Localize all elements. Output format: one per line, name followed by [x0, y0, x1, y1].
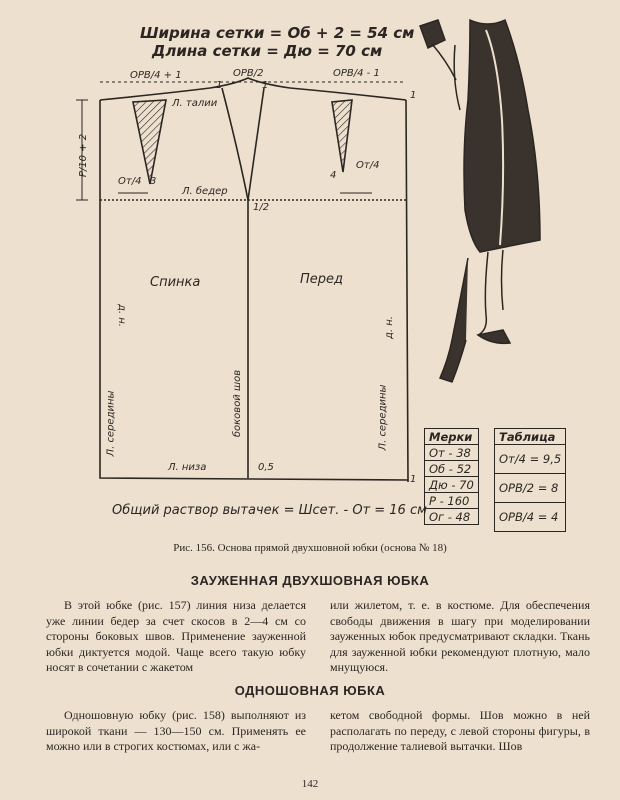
label-front: Перед	[300, 272, 344, 287]
section1-left-text: В этой юбке (рис. 157) линия низа делается уже линии бедер за счет скосов в 2—4 см со стороны боковых швов. Применение зауженной юбки диктуется модой. Чаще всего такую юбку носят в сочетании с жакетом	[46, 598, 306, 674]
section1-right-column	[330, 598, 590, 676]
section1-title: ЗАУЖЕННАЯ ДВУХШОВНАЯ ЮБКА	[190, 573, 430, 588]
label-half: 1/2	[253, 202, 270, 213]
value-row: ОРВ/4 = 4	[495, 503, 566, 532]
measure-row: Об - 52	[425, 461, 479, 477]
page-number: 142	[301, 778, 319, 790]
label-center-right: Л. середины	[377, 384, 389, 451]
section2-left-column	[46, 708, 306, 755]
value-row: От/4 = 9,5	[495, 445, 566, 474]
label-num-3: 3	[150, 176, 157, 187]
value-row: ОРВ/2 = 8	[495, 474, 566, 503]
grid-length-formula: Длина сетки = Дю = 70 см	[152, 42, 383, 60]
figure-illustration	[420, 20, 540, 382]
values-table-header: Таблица	[495, 429, 566, 445]
section2-left-text: Одношовную юбку (рис. 158) выполняют из широкой ткани — 130—150 см. Применять ее можно или в строгих костюмах, или с жа-	[46, 708, 306, 753]
label-darts-total: Общий раствор вытачек = Шсет. - От = 16 см	[112, 503, 427, 518]
label-hip-line: Л. бедер	[182, 186, 228, 197]
label-num-1b: 1	[262, 80, 269, 91]
values-table	[494, 428, 566, 532]
section1-right-text: или жилетом, т. е. в костюме. Для обеспечения свободы движения в шагу при моделировании зауженных юбок предусматривают складки. Ткань для зауженной юбки рекомендуют плотную, мало мнущуюся.	[330, 598, 590, 674]
label-hip-depth: Р/10 + 2	[78, 133, 90, 178]
section1-left-column	[46, 598, 306, 676]
measure-row: От - 38	[425, 445, 479, 461]
section2-title: ОДНОШОВНАЯ ЮБКА	[234, 683, 386, 698]
label-dn-left: д. н.	[116, 304, 127, 327]
label-side-seam: боковой шов	[232, 369, 244, 438]
waist-curve	[100, 78, 406, 100]
label-num-05: 0,5	[258, 462, 274, 473]
side-seam-front	[248, 88, 264, 200]
label-back: Спинка	[150, 275, 201, 290]
measures-table-header: Мерки	[425, 429, 479, 445]
label-waist-line: Л. талии	[172, 98, 218, 109]
label-hem-line: Л. низа	[168, 462, 207, 473]
label-center-left: Л. середины	[105, 390, 117, 457]
front-dart	[332, 100, 352, 172]
section2-right-column	[330, 708, 590, 755]
label-num-4: 4	[330, 170, 337, 181]
label-orv4-minus1: ОРВ/4 - 1	[333, 68, 380, 79]
label-dn-right: д. н.	[384, 316, 395, 339]
measure-row: Дю - 70	[425, 477, 479, 493]
measures-table	[424, 428, 479, 525]
measure-row: Ог - 48	[425, 509, 479, 525]
grid-width-formula: Ширина сетки = Об + 2 = 54 см	[140, 24, 415, 42]
section2-right-text: кетом свободной формы. Шов можно в ней располагать по переду, с левой стороны фигуры, в продолжение талиевой вытачки. Шов	[330, 708, 590, 753]
figure-caption: Рис. 156. Основа прямой двухшовной юбки (основа № 18)	[173, 542, 447, 554]
label-from-right: От/4	[356, 160, 380, 171]
label-num-1c: 1	[410, 90, 417, 101]
label-num-1d: 1	[410, 474, 417, 485]
label-orv4-plus1: ОРВ/4 + 1	[130, 70, 182, 81]
label-orv2: ОРВ/2	[233, 68, 264, 79]
label-num-1a: 1	[216, 80, 223, 91]
label-from-left: От/4	[118, 176, 142, 187]
back-dart	[133, 100, 166, 184]
measure-row: Р - 160	[425, 493, 479, 509]
